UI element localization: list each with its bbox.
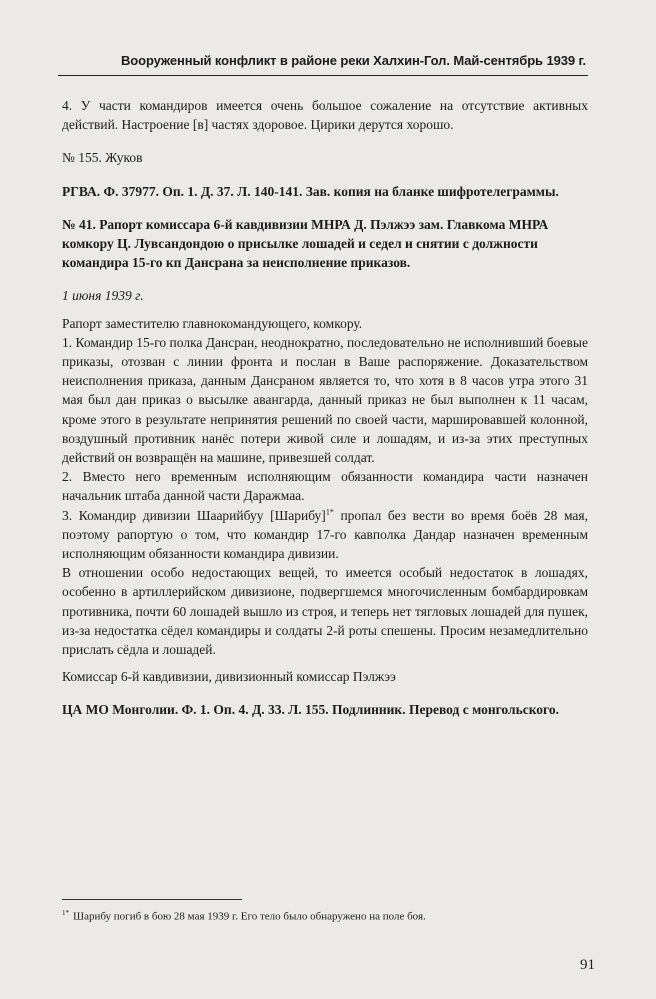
document-paragraph-1: 1. Командир 15-го полка Дансран, неоднократно, последовательно не исполнивший боевые приказы, отозван с линии фронта и послан в Ваше распоряжение. Доказательством неисполнения приказа, данным Дансраном является то, что хотя в 8 часов утра этого 31 мая был дан приказ о высылке авангарда, данный приказ не был выполнен к 11 часам, кроме этого в результате непринятия решений по своей части, маршировавшей колонной, воздушный противник нанёс потери живой силе и лошадям, и из-за этих преступных действий он возвращён на машине, привезшей солдат. xyxy=(62,334,588,466)
document-signature: Комиссар 6-й кавдивизии, дивизионный комиссар Пэлжээ xyxy=(62,669,396,685)
paragraph-3-start: 3. Командир дивизии Шаарийбуу [Шарибу] xyxy=(62,507,326,523)
document-paragraph-4: В отношении особо недостающих вещей, то имеется особый недостаток в лошадях, особенно в артиллерийском дивизионе, подвергшемся многочисленным бомбардировкам противника, почти 60 лошадей вышло из строя, и теперь нет тягловых лошадей для пушек, из-за недостатка сёдел командиры и солдаты 2-й роты спешены. Просим незамедлительно прислать сёдла и лошадей. xyxy=(62,565,588,658)
paragraph-3-end: пропал без вести во время боёв 28 мая, поэтому рапортую о том, что командир 17-го кавполка Дандар назначен временным исполняющим обязанности командира дивизии. xyxy=(62,507,588,562)
document-date: 1 июня 1939 г. xyxy=(62,288,144,304)
page-number: 91 xyxy=(580,957,595,973)
body-text xyxy=(62,96,588,720)
running-header: Вооруженный конфликт в районе реки Халхин-Гол. Май-сентябрь 1939 г. xyxy=(120,53,586,68)
header-rule xyxy=(58,75,588,76)
document-title: № 41. Рапорт комиссара 6-й кавдивизии МНРА Д. Пэлжээ зам. Главкома МНРА комкору Ц. Лувсандондою о присылке лошадей и седел и снятии с должности командира 15-го кп Дансрана за неисполнение приказов. xyxy=(62,216,549,271)
footnote-divider xyxy=(62,899,242,900)
footnote-reference-mark: 1* xyxy=(325,507,334,517)
footnote xyxy=(62,906,588,924)
document-paragraph-3 xyxy=(62,506,588,564)
footnote-text: Шарибу погиб в бою 28 мая 1939 г. Его тело было обнаружено на поле боя. xyxy=(73,910,426,923)
continuation-paragraph: 4. У части командиров имеется очень большое сожаление на отсутствие активных действий. Настроение [в] частях здоровое. Цирики дерутся хорошо. xyxy=(62,98,588,133)
footnote-mark: 1* xyxy=(62,909,69,917)
continuation-archive-reference: РГВА. Ф. 37977. Оп. 1. Д. 37. Л. 140-141. Зав. копия на бланке шифротелеграммы. xyxy=(62,183,559,199)
document-addressee: Рапорт заместителю главнокомандующего, комкору. xyxy=(62,315,363,331)
document-archive-reference: ЦА МО Монголии. Ф. 1. Оп. 4. Д. 33. Л. 155. Подлинник. Перевод с монгольского. xyxy=(62,702,559,718)
continuation-signature: № 155. Жуков xyxy=(62,150,143,166)
document-paragraph-2: 2. Вместо него временным исполняющим обязанности командира части назначен начальник штаба данной части Даражмаа. xyxy=(62,469,588,504)
